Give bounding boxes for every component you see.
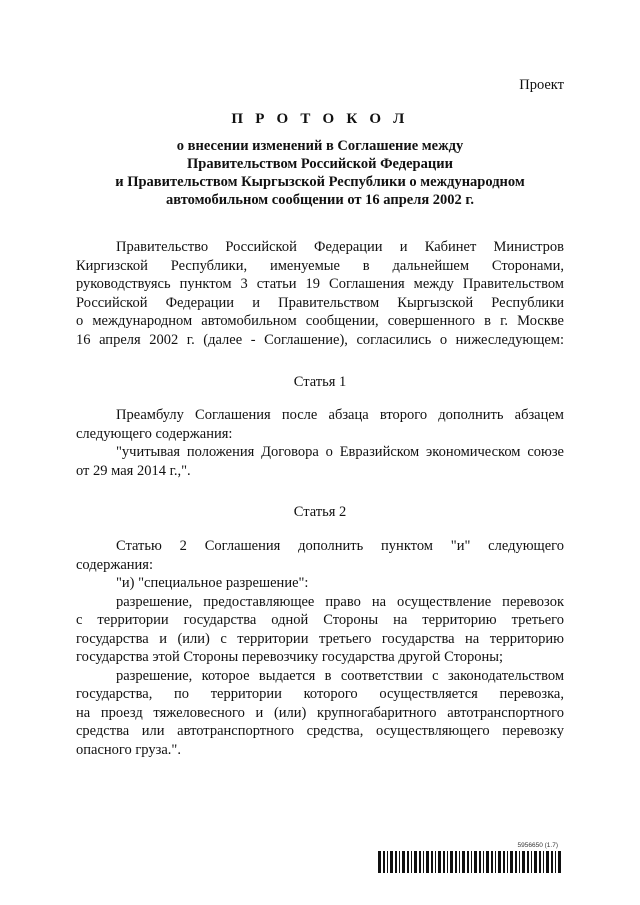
barcode-bar	[411, 851, 412, 873]
subtitle-line: Правительством Российской Федерации	[187, 156, 453, 172]
barcode-bar	[462, 851, 465, 873]
paragraph-line: "и) "специальное разрешение":	[116, 575, 309, 591]
barcode-bar	[558, 851, 561, 873]
barcode-bar	[483, 851, 484, 873]
barcode-bar	[407, 851, 409, 873]
paragraph-line: руководствуясь пунктом 3 статьи 19 Соглашения между Правительством	[76, 276, 564, 292]
preamble-paragraph	[76, 238, 564, 349]
paragraph-line: государства и (или) с территории третьего государства на территорию	[76, 630, 564, 647]
article-2-heading: Статья 2	[293, 504, 347, 520]
barcode-number: 5956650 (1.7)	[517, 842, 558, 849]
article-1-body	[76, 406, 564, 480]
barcode-bar	[414, 851, 417, 873]
paragraph-line: Преамбулу Соглашения после абзаца второго дополнить абзацем	[116, 407, 564, 423]
barcode-bar	[491, 851, 493, 873]
barcode-bar	[555, 851, 556, 873]
barcode-bar	[399, 851, 400, 873]
barcode-bar	[431, 851, 433, 873]
barcode-bar	[546, 851, 549, 873]
barcode-bar	[534, 851, 537, 873]
draft-label: Проект	[519, 77, 564, 93]
barcode-bar	[531, 851, 532, 873]
barcode-bar	[419, 851, 421, 873]
barcode-bar	[455, 851, 457, 873]
barcode-bar	[507, 851, 508, 873]
paragraph-line: опасного груза.".	[76, 741, 181, 758]
barcode-bar	[390, 851, 393, 873]
paragraph-line: на проезд тяжеловесного и (или) крупногабаритного автотранспортного	[76, 704, 564, 721]
paragraph-line: следующего содержания:	[76, 425, 233, 442]
paragraph-line: Статью 2 Соглашения дополнить пунктом "и" следующего	[116, 538, 564, 554]
barcode-bar	[519, 851, 520, 873]
subtitle-line: о внесении изменений в Соглашение между	[176, 138, 464, 154]
article-2-body	[76, 537, 564, 759]
paragraph-line: содержания:	[76, 556, 154, 573]
paragraph-line: разрешение, которое выдается в соответствии с законодательством	[116, 667, 564, 684]
document-title: П Р О Т О К О Л	[231, 111, 409, 127]
barcode-bar	[438, 851, 441, 873]
barcode-bar	[515, 851, 517, 873]
paragraph-line: с территории государства одной Стороны на территорию третьего	[76, 612, 564, 628]
barcode-bar	[443, 851, 445, 873]
paragraph-line: государства этой Стороны перевозчику государства другой Стороны;	[76, 649, 504, 665]
barcode-bar	[495, 851, 496, 873]
paragraph-line: государства, по территории которого осуществляется перевозка,	[76, 686, 564, 702]
barcode-bar	[479, 851, 481, 873]
barcode-bar	[474, 851, 477, 873]
paragraph-line: 16 апреля 2002 г. (далее - Соглашение), согласились о нижеследующем:	[76, 331, 564, 348]
paragraph-line: о международном автомобильном сообщении, совершенного в г. Москве	[76, 313, 564, 329]
paragraph-line: разрешение, предоставляющее право на осуществление перевозок	[116, 593, 564, 610]
barcode-bar	[426, 851, 429, 873]
barcode-bar	[378, 851, 381, 873]
barcode-bar	[551, 851, 553, 873]
barcode-bar	[503, 851, 505, 873]
barcode-bar	[471, 851, 472, 873]
barcode-bar	[486, 851, 489, 873]
paragraph-line: Российской Федерации и Правительством Кыргызской Республики	[76, 294, 564, 311]
barcode-bar	[387, 851, 388, 873]
article-1-heading: Статья 1	[293, 374, 347, 390]
barcode-bar	[395, 851, 397, 873]
paragraph-line: Правительство Российской Федерации и Кабинет Министров	[116, 239, 564, 255]
barcode-bar	[435, 851, 436, 873]
paragraph-line: от 29 мая 2014 г.,".	[76, 462, 191, 479]
barcode-bar	[459, 851, 460, 873]
barcode-bar	[539, 851, 541, 873]
paragraph-line: "учитывая положения Договора о Евразийском экономическом союзе	[116, 444, 564, 460]
barcode-bar	[498, 851, 501, 873]
barcode-bar	[510, 851, 513, 873]
barcode-bar	[423, 851, 424, 873]
paragraph-line: Киргизской Республики, именуемые в дальнейшем Сторонами,	[76, 257, 564, 274]
document-subtitle	[70, 137, 570, 209]
barcode-bar	[447, 851, 448, 873]
barcode	[378, 851, 563, 873]
barcode-bar	[543, 851, 544, 873]
barcode-bar	[402, 851, 405, 873]
barcode-bar	[467, 851, 469, 873]
barcode-bar	[527, 851, 529, 873]
subtitle-line: автомобильном сообщении от 16 апреля 2002 г.	[166, 192, 474, 208]
barcode-bar	[383, 851, 385, 873]
paragraph-line: средства или автотранспортного средства, осуществляющего перевозку	[76, 723, 564, 739]
barcode-bar	[450, 851, 453, 873]
subtitle-line: и Правительством Кыргызской Республики о международном	[115, 174, 525, 190]
barcode-bar	[522, 851, 525, 873]
